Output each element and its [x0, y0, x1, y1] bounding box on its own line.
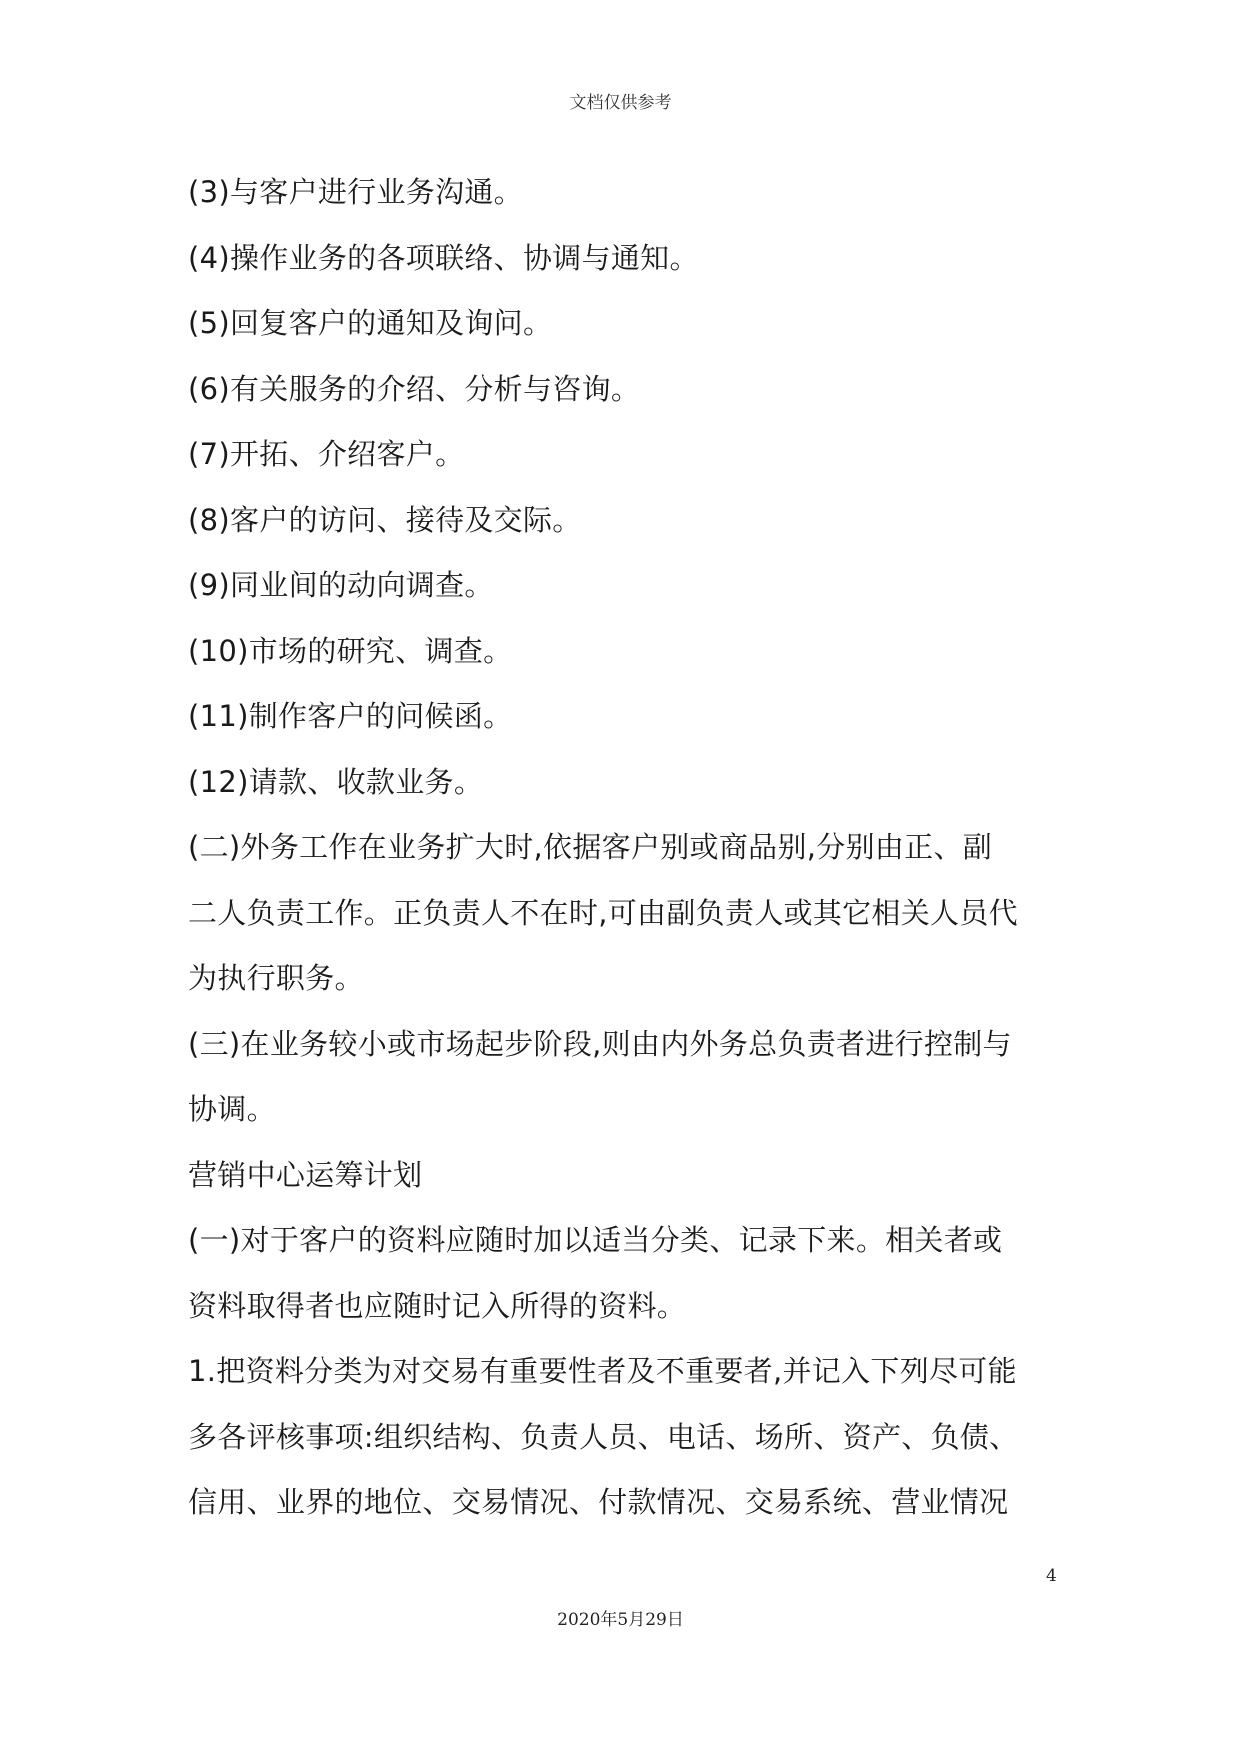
list-item: (12)请款、收款业务。 [188, 764, 484, 799]
document-body [188, 160, 1058, 1536]
paragraph-line: (三)在业务较小或市场起步阶段,则由内外务总负责者进行控制与 [188, 1026, 1012, 1061]
paragraph-line: (一)对于客户的资料应随时加以适当分类、记录下来。相关者或 [188, 1223, 1003, 1257]
section-heading: 营销中心运筹计划 [188, 1157, 423, 1192]
paragraph-line: 协调。 [188, 1092, 276, 1126]
list-item: (11)制作客户的问候函。 [188, 699, 513, 733]
list-item: (6)有关服务的介绍、分析与咨询。 [188, 371, 641, 406]
list-item: (8)客户的访问、接待及交际。 [188, 502, 582, 537]
paragraph-line: 1.把资料分类为对交易有重要性者及不重要者,并记入下列尽可能 [188, 1354, 1017, 1388]
paragraph-line: 信用、业界的地位、交易情况、付款情况、交易系统、营业情况 [188, 1485, 1009, 1519]
page-header: 文档仅供参考 [569, 93, 672, 113]
paragraph-line: (二)外务工作在业务扩大时,依据客户别或商品别,分别由正、副 [188, 830, 993, 864]
page-number: 4 [1046, 1566, 1057, 1586]
list-item: (5)回复客户的通知及询问。 [188, 306, 553, 340]
paragraph-line: 多各评核事项:组织结构、负责人员、电话、场所、资产、负债、 [188, 1419, 1019, 1454]
list-item: (7)开拓、介绍客户。 [188, 437, 465, 471]
list-item: (3)与客户进行业务沟通。 [188, 175, 523, 209]
list-item: (9)同业间的动向调查。 [188, 568, 494, 602]
list-item: (10)市场的研究、调查。 [188, 633, 513, 668]
paragraph-line: 二人负责工作。正负责人不在时,可由副负责人或其它相关人员代 [188, 895, 1018, 930]
list-item: (4)操作业务的各项联络、协调与通知。 [188, 240, 699, 275]
footer-date: 2020年5月29日 [557, 1610, 684, 1630]
paragraph-line: 为执行职务。 [188, 961, 364, 995]
paragraph-line: 资料取得者也应随时记入所得的资料。 [188, 1288, 687, 1323]
